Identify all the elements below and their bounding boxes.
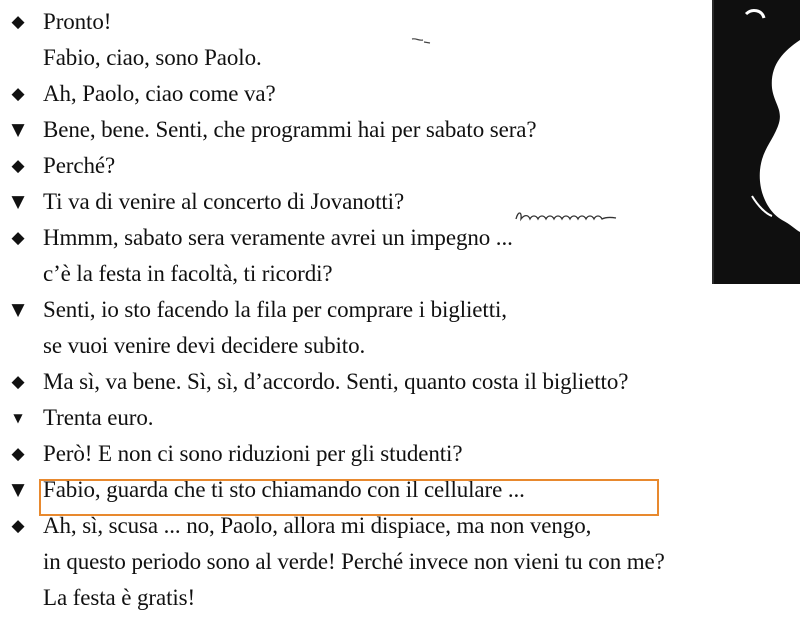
dialogue-line — [0, 436, 800, 472]
dialogue-line — [0, 112, 800, 148]
triangle-bullet-icon: ▼ — [11, 192, 25, 212]
dialogue-line — [0, 220, 800, 256]
dialogue-text: Ah, sì, scusa ... no, Paolo, allora mi dispiace, ma non vengo, — [43, 513, 592, 538]
dialogue-text: Fabio, ciao, sono Paolo. — [43, 45, 262, 70]
diamond-bullet-icon: ◆ — [11, 372, 25, 392]
dialogue-line — [0, 148, 800, 184]
dialogue-line — [0, 544, 800, 580]
dialogue-line — [0, 76, 800, 112]
dialogue-line — [0, 184, 800, 220]
dialogue-list — [0, 4, 800, 616]
dialogue-line — [0, 580, 800, 616]
triangle-bullet-icon: ▼ — [11, 300, 25, 320]
dialogue-line — [0, 400, 800, 436]
dialogue-text: Ma sì, va bene. Sì, sì, d’accordo. Senti, quanto costa il biglietto? — [43, 369, 629, 394]
dialogue-line — [0, 292, 800, 328]
dialogue-line — [0, 364, 800, 400]
dialogue-text: in questo periodo sono al verde! Perché invece non vieni tu con me? — [43, 549, 665, 574]
dialogue-text: Hmmm, sabato sera veramente avrei un impegno ... — [43, 225, 513, 250]
dialogue-line — [0, 256, 800, 292]
triangle-bullet-icon: ▼ — [13, 411, 23, 425]
dialogue-text: Pronto! — [43, 9, 112, 34]
diamond-bullet-icon: ◆ — [11, 12, 25, 32]
dialogue-line — [0, 40, 800, 76]
dialogue-text: Ti va di venire al concerto di Jovanotti? — [43, 189, 405, 214]
triangle-bullet-icon: ▼ — [11, 120, 25, 140]
diamond-bullet-icon: ◆ — [11, 84, 25, 104]
dialogue-text: Bene, bene. Senti, che programmi hai per sabato sera? — [43, 117, 537, 142]
dialogue-text: La festa è gratis! — [43, 585, 196, 610]
dialogue-text: c’è la festa in facoltà, ti ricordi? — [43, 261, 333, 286]
dialogue-text: Ah, Paolo, ciao come va? — [43, 81, 276, 106]
dialogue-text: Perché? — [43, 153, 116, 178]
dialogue-line — [0, 4, 800, 40]
highlight-box — [39, 479, 659, 516]
dialogue-text: Trenta euro. — [43, 405, 154, 430]
dialogue-text: se vuoi venire devi decidere subito. — [43, 333, 366, 358]
diamond-bullet-icon: ◆ — [11, 444, 25, 464]
dialogue-text: Fabio, guarda che ti sto chiamando con il cellulare ... — [43, 477, 525, 502]
triangle-bullet-icon: ▼ — [11, 480, 25, 500]
diamond-bullet-icon: ◆ — [11, 228, 25, 248]
dialogue-text: Però! E non ci sono riduzioni per gli studenti? — [43, 441, 463, 466]
dialogue-line — [0, 328, 800, 364]
diamond-bullet-icon: ◆ — [11, 516, 25, 536]
dialogue-text: Senti, io sto facendo la fila per comprare i biglietti, — [43, 297, 507, 322]
diamond-bullet-icon: ◆ — [11, 156, 25, 176]
